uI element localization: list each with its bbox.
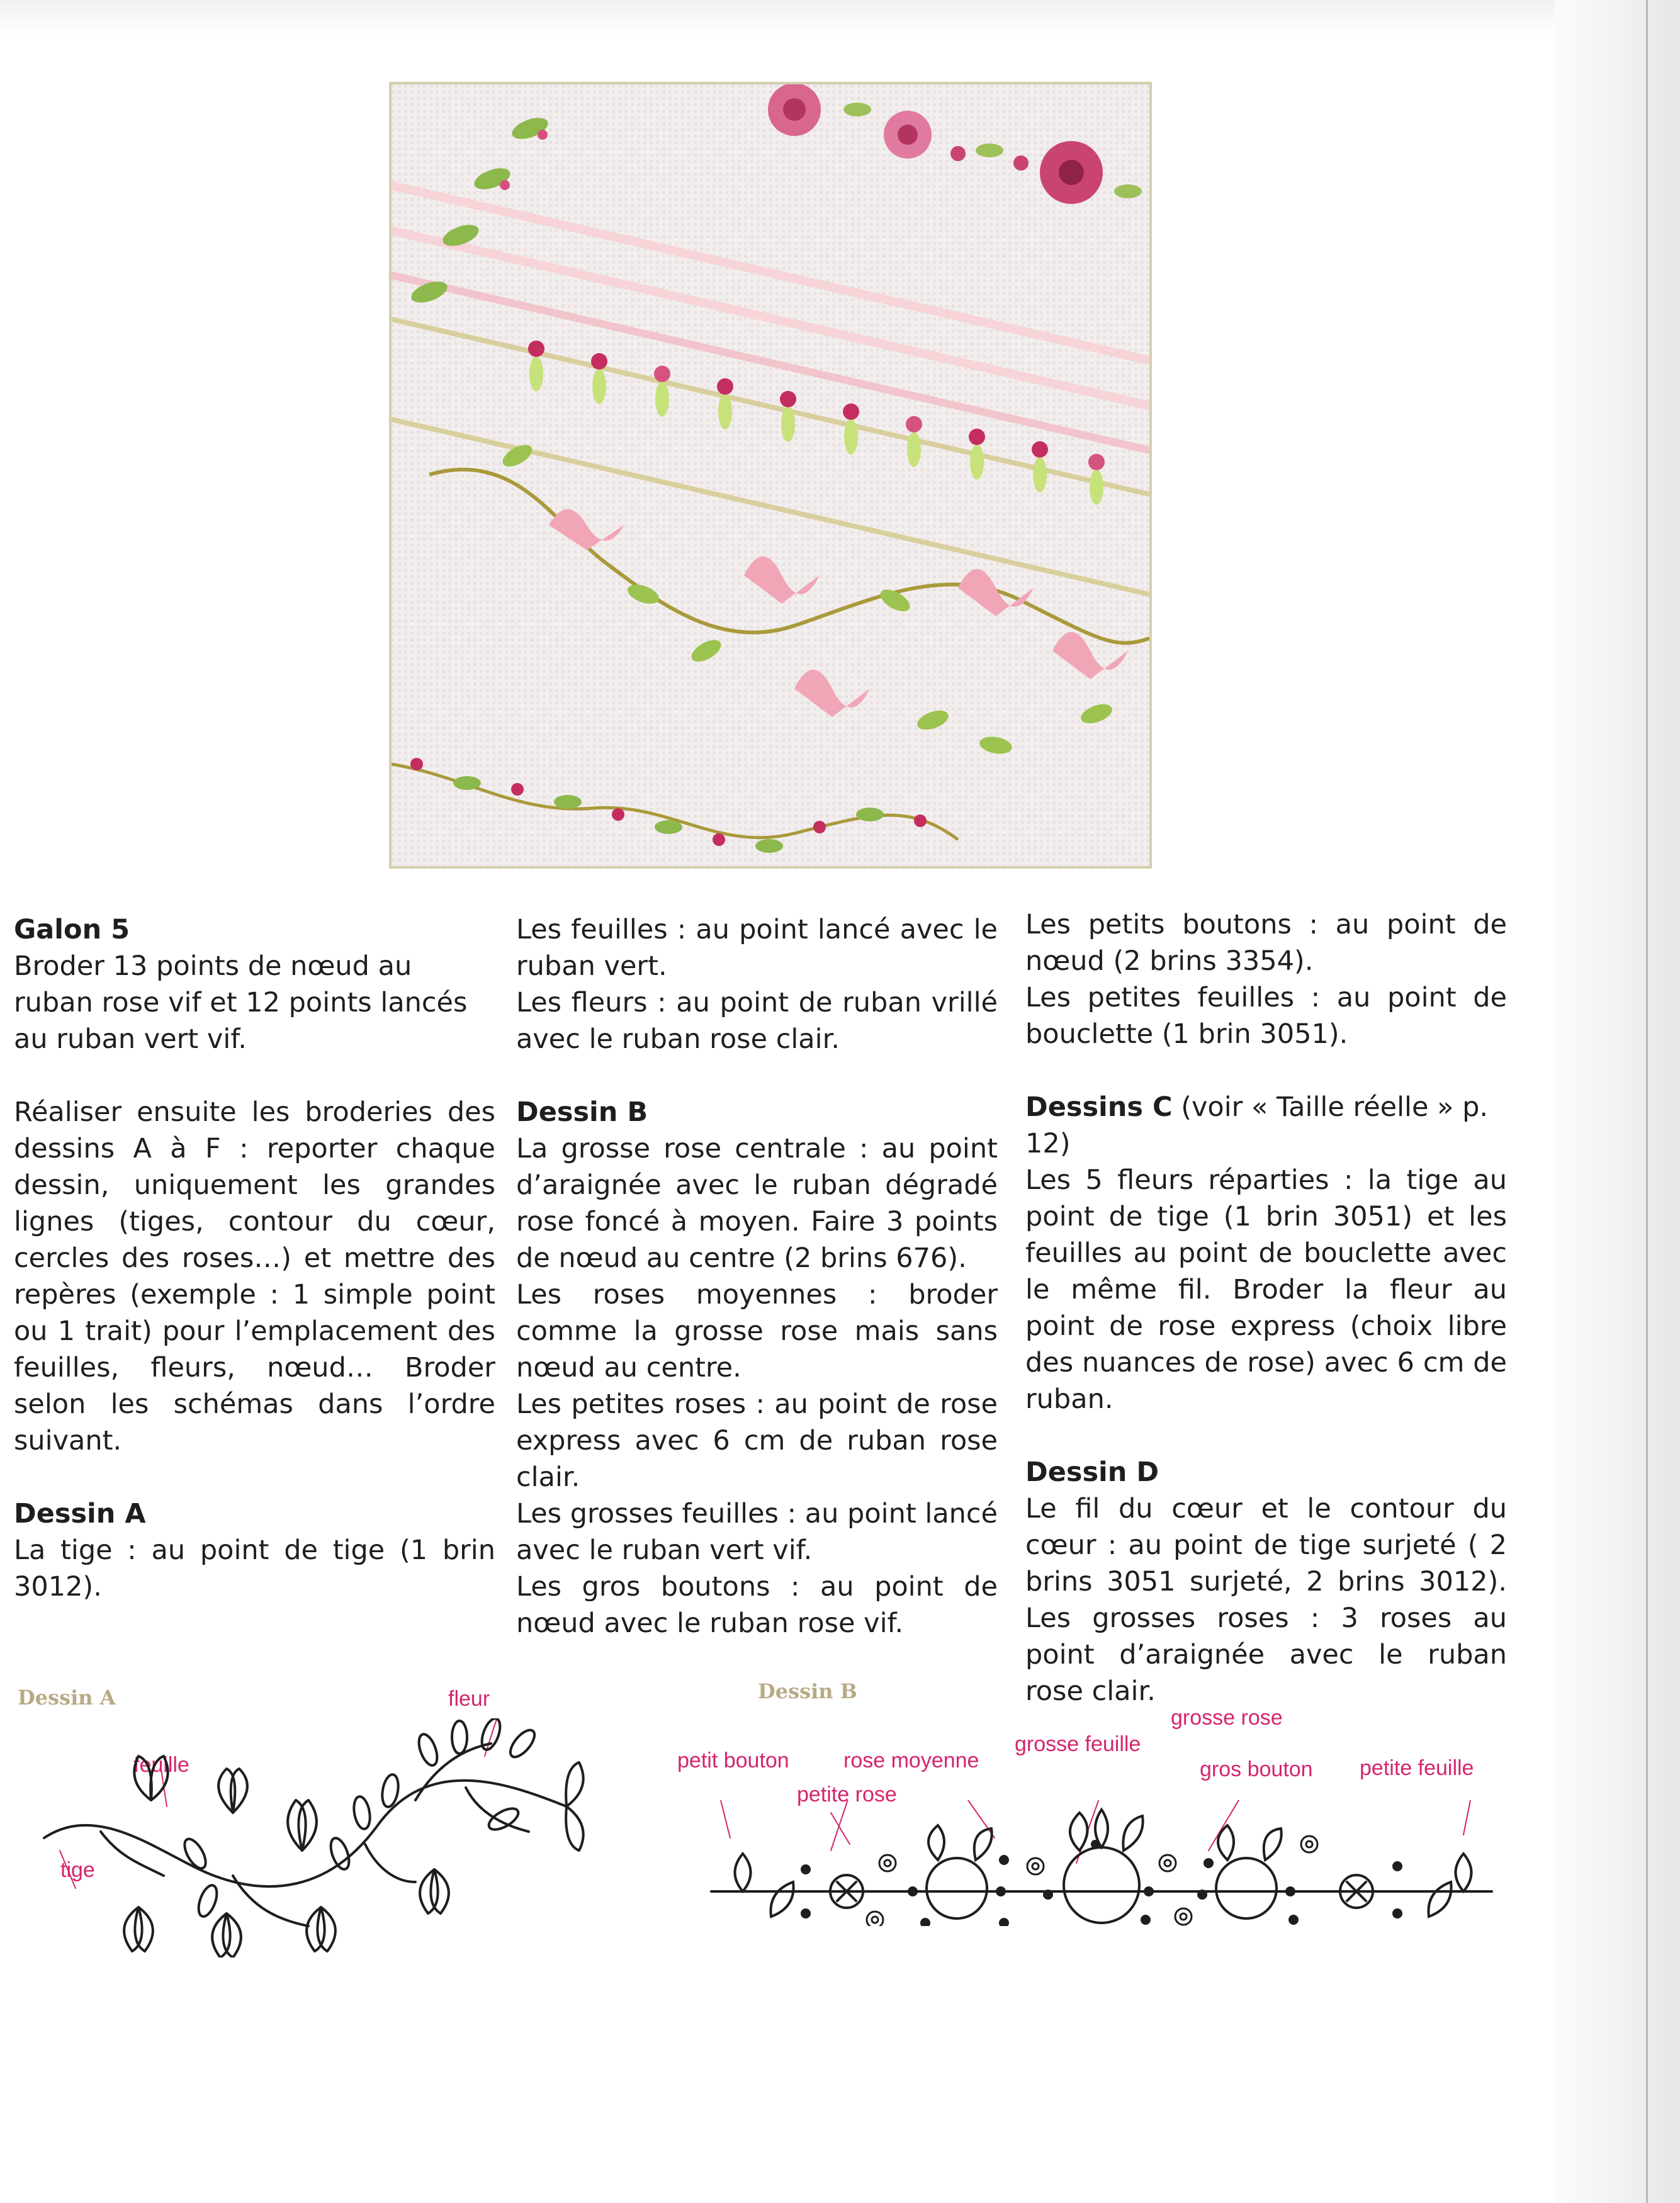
dessin-d-text: Le fil du cœur et le contour du cœur : au point de tige surjeté ( 2 brins 3051 surjeté, 2 brins 3012). Les grosses roses : 3 roses au point d’araignée avec le ruban rose clair. [1025,1493,1507,1707]
gros-boutons-text: Les gros boutons : au point de nœud avec le ruban rose vif. [516,1571,998,1639]
dessins-c-heading: Dessins C [1025,1091,1173,1123]
dessins-c-note: (voir « Taille réelle » p. 12) [1025,1091,1489,1159]
diagram-b-label-grosse-feuille: grosse feuille [1015,1732,1141,1756]
diagram-a-label-tige: tige [60,1858,95,1882]
grosses-feuilles-text: Les grosses feuilles : au point lancé avec le ruban vert vif. [516,1498,998,1566]
text-column-3 [1025,906,1507,1710]
page-binding-line [1646,0,1648,2203]
diagram-a-drawing [25,1718,592,1958]
feuilles-text: Les feuilles : au point lancé avec le ruban vert. [516,914,998,982]
intro-paragraph: Réaliser ensuite les broderies des dessins A à F : reporter chaque dessin, uniquement les grandes lignes (tiges, contour du cœur, cercles des roses…) et mettre des repères (exemple : 1 simple point ou 1 trait) pour l’emplacement des feuilles, fleurs, nœud… Broder selon les schémas dans l’ordre suivant. [14,1096,495,1456]
page-edge [1555,0,1680,2203]
diagram-b-label-petite-feuille: petite feuille [1360,1756,1474,1780]
dessin-a-heading: Dessin A [14,1498,146,1530]
dessin-b-heading: Dessin B [516,1096,648,1128]
text-column-1 [14,911,495,1605]
embroidery-photo-illustration [392,84,1149,866]
galon-5-text: Broder 13 points de nœud au ruban rose vif et 12 points lancés au ruban vert vif. [14,950,468,1055]
roses-moyennes-text: Les roses moyennes : broder comme la grosse rose mais sans nœud au centre. [516,1279,998,1383]
diagram-a-title: Dessin A [18,1686,116,1710]
diagram-b-label-grosse-rose: grosse rose [1171,1706,1283,1730]
page-top-shadow [0,0,1555,35]
galon-5-heading: Galon 5 [14,914,130,945]
diagram-b-label-rose-moyenne: rose moyenne [843,1749,979,1772]
grosse-rose-text: La grosse rose centrale : au point d’araignée avec le ruban dégradé rose foncé à moyen. Faire 3 points de nœud au centre (2 brins 676). [516,1133,998,1274]
text-column-2 [516,911,998,1642]
embroidery-photo [389,82,1152,869]
petits-boutons-text: Les petits boutons : au point de nœud (2 brins 3354). [1025,909,1507,977]
dessins-c-heading-line [1025,1089,1507,1162]
fleurs-text: Les fleurs : au point de ruban vrillé avec le ruban rose clair. [516,987,998,1055]
dessin-a-text: La tige : au point de tige (1 brin 3012). [14,1535,495,1603]
dessins-c-text: Les 5 fleurs réparties : la tige au point de tige (1 brin 3051) et les feuilles au point de bouclette avec le même fil. Broder la fleur au point de rose express (choix libre des nuances de rose) avec 6 cm de ruban. [1025,1164,1507,1415]
diagram-b-label-petit-bouton: petit bouton [677,1749,789,1772]
diagram-b-label-petite-rose: petite rose [797,1783,897,1806]
diagram-b-title: Dessin B [758,1679,857,1703]
diagram-b-drawing [705,1800,1498,1926]
diagram-a-label-fleur: fleur [448,1687,490,1711]
diagram-a-label-feuille: feuille [133,1753,189,1777]
petites-feuilles-text: Les petites feuilles : au point de bouclette (1 brin 3051). [1025,982,1507,1050]
petites-roses-text: Les petites roses : au point de rose express avec 6 cm de ruban rose clair. [516,1389,998,1493]
diagram-b-label-gros-bouton: gros bouton [1200,1757,1313,1781]
dessin-d-heading: Dessin D [1025,1456,1159,1488]
